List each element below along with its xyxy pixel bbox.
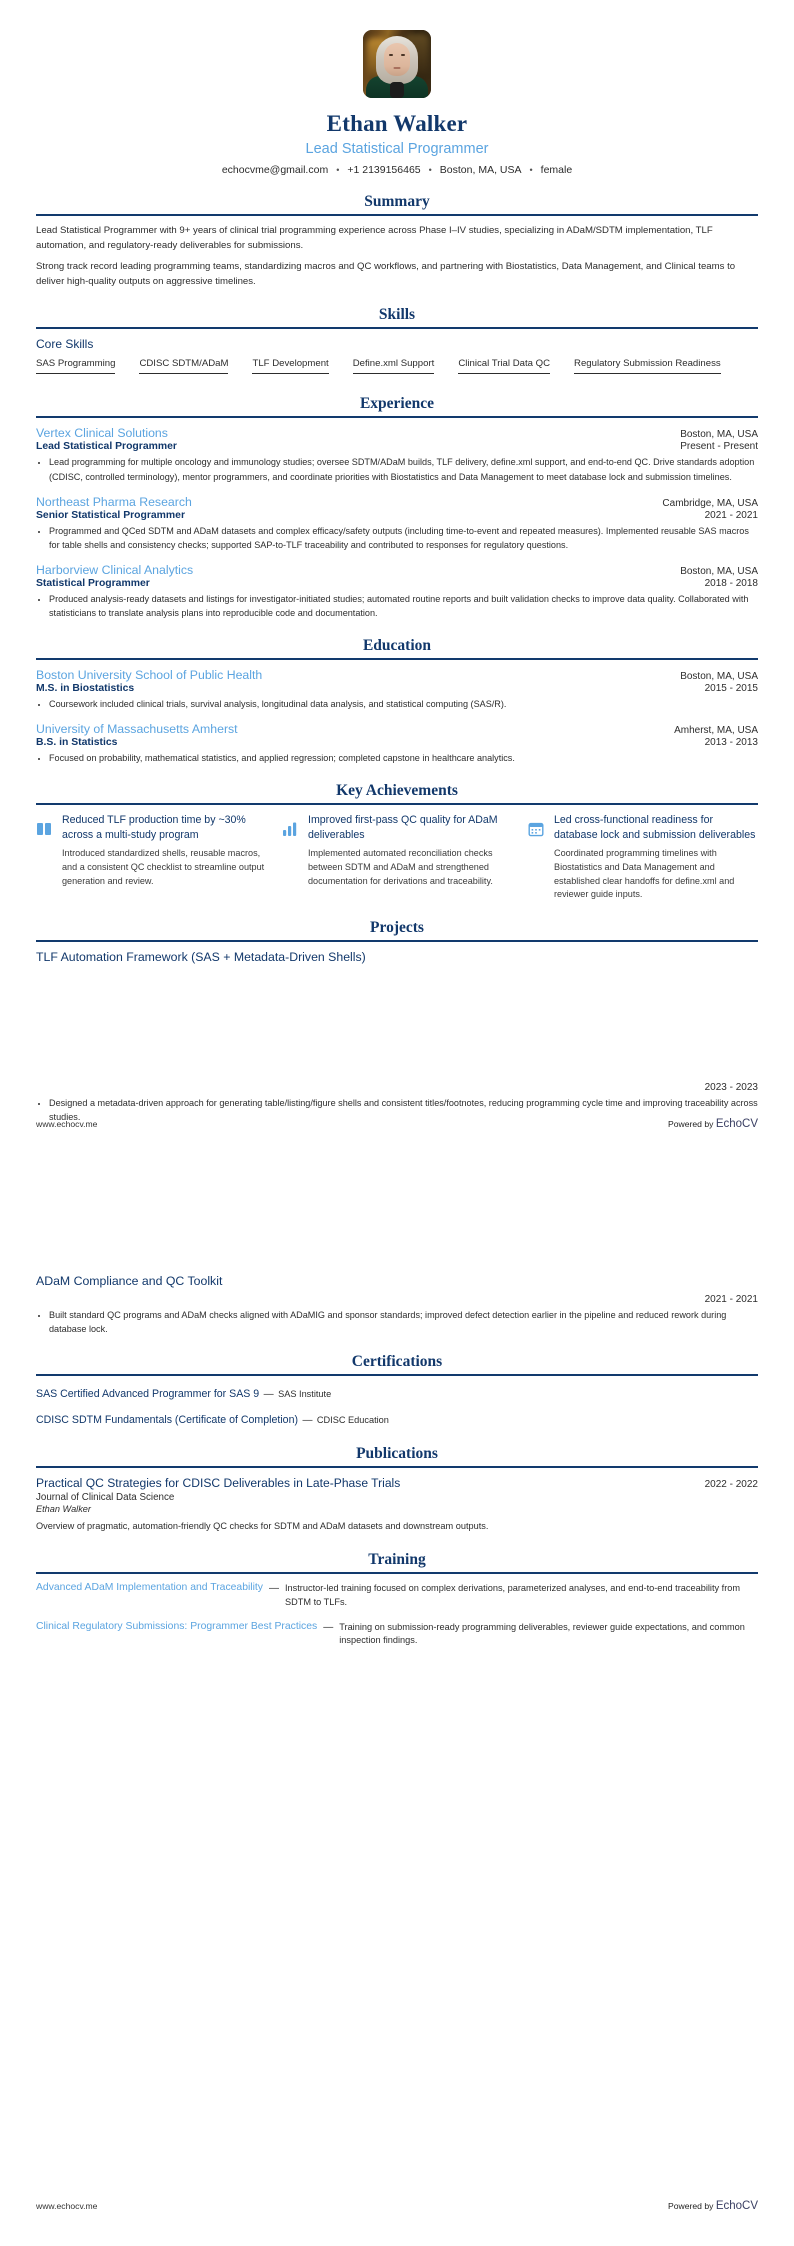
section-divider	[36, 214, 758, 216]
avatar	[363, 30, 431, 98]
avatar-eye-right	[401, 54, 405, 56]
education-degree: M.S. in Biostatistics	[36, 683, 135, 694]
project-bullets	[36, 1308, 758, 1336]
page-footer	[0, 1118, 794, 1130]
education-bullets	[36, 697, 758, 711]
skill-item: Define.xml Support	[353, 358, 435, 374]
education-degree: B.S. in Statistics	[36, 737, 118, 749]
section-title-summary: Summary	[364, 193, 430, 210]
dot-separator-icon: •	[428, 165, 432, 175]
experience-location: Boston, MA, USA	[680, 429, 758, 441]
training-dash: —	[269, 1582, 279, 1594]
achievement-description: Coordinated programming timelines with Biostatistics and Data Management and established clear handoffs for define.xml and reviewer guide inputs.	[554, 848, 735, 900]
publication-entry	[36, 1476, 758, 1534]
experience-organization: Vertex Clinical Solutions	[36, 426, 168, 441]
section-training	[36, 1551, 758, 1648]
experience-date: Present - Present	[680, 441, 758, 453]
skills-group-title: Core Skills	[36, 337, 94, 352]
publication-description: Overview of pragmatic, automation-friendly QC checks for SDTM and ADaM datasets and downstream outputs.	[36, 1521, 489, 1532]
experience-role: Lead Statistical Programmer	[36, 441, 177, 453]
section-skills	[36, 306, 758, 378]
certification-name: SAS Certified Advanced Programmer for SAS 9	[36, 1388, 260, 1401]
project-name: TLF Automation Framework (SAS + Metadata-Driven Shells)	[36, 949, 366, 964]
skill-item: Clinical Trial Data QC	[458, 358, 550, 374]
experience-organization: Harborview Clinical Analytics	[36, 562, 194, 577]
calendar-icon	[528, 813, 546, 902]
contact-location: Boston, MA, USA	[439, 164, 522, 176]
project-entry	[36, 950, 758, 1124]
experience-bullets	[36, 455, 758, 483]
section-divider	[36, 658, 758, 660]
education-bullets	[36, 751, 758, 765]
contact-gender: female	[540, 164, 573, 176]
training-dash: —	[323, 1621, 334, 1633]
section-certifications	[36, 1353, 758, 1428]
footer-brand-name: EchoCV	[715, 1118, 758, 1130]
bullet-item: • Built standard QC programs and ADaM checks aligned with ADaMIG and sponsor standards; improved defect detection earlier in the pipeline and reduced rework during database lock.	[49, 1308, 758, 1336]
education-entry	[36, 722, 758, 765]
achievement-title: Led cross-functional readiness for database lock and submission deliverables	[554, 814, 756, 842]
experience-date: 2021 - 2021	[704, 509, 758, 521]
section-divider	[36, 1466, 758, 1468]
section-title-projects: Projects	[370, 918, 424, 936]
training-description: Instructor-led training focused on complex derivations, parameterized analyses, and end-to-end traceability from SDTM to TLFs.	[285, 1582, 741, 1607]
footer-site-url[interactable]: www.echocv.me	[36, 1119, 98, 1129]
contact-phone[interactable]: +1 2139156465	[347, 164, 421, 176]
experience-role: Statistical Programmer	[36, 577, 150, 589]
dot-separator-icon: •	[529, 165, 533, 175]
training-description: Training on submission-ready programming deliverables, reviewer guide expectations, and common inspection findings.	[339, 1621, 745, 1646]
summary-paragraph: Lead Statistical Programmer with 9+ years of clinical trial programming experience across Phase I–IV studies, specializing in ADaM/SDTM implementation, TLF automation, and regulatory-ready deliverables for submissions.	[36, 225, 713, 251]
certification-entry	[36, 1410, 758, 1428]
education-location: Boston, MA, USA	[680, 671, 758, 682]
publication-date: 2022 - 2022	[704, 1479, 758, 1491]
experience-entry	[36, 426, 758, 483]
avatar-eye-left	[389, 54, 393, 56]
certification-dash: —	[263, 1389, 274, 1401]
footer-site-url[interactable]: www.echocv.me	[36, 2201, 98, 2211]
education-institution: University of Massachusetts Amherst	[36, 722, 238, 737]
experience-role: Senior Statistical Programmer	[36, 509, 185, 521]
page-title: Ethan Walker	[326, 111, 468, 136]
job-title: Lead Statistical Programmer	[305, 141, 489, 157]
book-icon	[36, 813, 54, 902]
publication-journal: Journal of Clinical Data Science	[36, 1492, 175, 1504]
dot-separator-icon: •	[336, 165, 340, 175]
training-name: Clinical Regulatory Submissions: Programmer Best Practices	[36, 1620, 318, 1632]
publication-title: Practical QC Strategies for CDISC Deliverables in Late-Phase Trials	[36, 1476, 401, 1491]
education-location: Amherst, MA, USA	[674, 725, 758, 737]
contact-email[interactable]: echocvme@gmail.com	[221, 164, 329, 176]
certification-issuer: SAS Institute	[278, 1389, 332, 1400]
achievement-card	[528, 813, 758, 902]
experience-bullets	[36, 592, 758, 620]
section-divider	[36, 416, 758, 418]
summary-paragraph: Strong track record leading programming teams, standardizing macros and QC workflows, and partnering with Biostatistics, Data Management, and Clinical teams to deliver high-quality outputs on aggressive timelines.	[36, 260, 736, 287]
footer-brand-name: EchoCV	[715, 2200, 758, 2212]
key-achievements-grid	[36, 813, 758, 902]
achievement-card	[36, 813, 266, 902]
experience-location: Cambridge, MA, USA	[662, 497, 758, 509]
skill-item: SAS Programming	[36, 358, 115, 374]
section-title-certifications: Certifications	[351, 1353, 443, 1371]
experience-entry	[36, 495, 758, 552]
section-education	[36, 637, 758, 765]
project-name: ADaM Compliance and QC Toolkit	[36, 1274, 223, 1288]
project-date: 2023 - 2023	[704, 1081, 758, 1093]
certification-issuer: CDISC Education	[316, 1415, 389, 1426]
bullet-item: • Focused on probability, mathematical statistics, and applied regression; completed capstone in healthcare analytics.	[49, 751, 758, 765]
skill-item: Regulatory Submission Readiness	[574, 358, 721, 374]
section-title-education: Education	[362, 637, 432, 654]
section-title-training: Training	[368, 1550, 426, 1568]
resume-header	[0, 0, 794, 176]
experience-date: 2018 - 2018	[704, 577, 758, 589]
bullet-item: • Programmed and QCed SDTM and ADaM datasets and complex efficacy/safety outputs (including time-to-event and repeated measures). Implemented reusable SAS macros for table shells and consistency checks; supported SAP-to-TLF traceability and contributed to responses for regulatory questions.	[49, 524, 758, 552]
education-date: 2015 - 2015	[704, 683, 758, 694]
section-divider	[36, 940, 758, 942]
achievement-title: Reduced TLF production time by ~30% across a multi-study program	[62, 814, 246, 842]
skill-item: TLF Development	[252, 358, 328, 374]
certification-name: CDISC SDTM Fundamentals (Certificate of Completion)	[36, 1414, 298, 1427]
project-date: 2021 - 2021	[704, 1294, 758, 1305]
education-date: 2013 - 2013	[704, 737, 758, 749]
project-entry	[36, 1274, 758, 1336]
certification-entry	[36, 1384, 758, 1402]
section-divider	[36, 1374, 758, 1376]
avatar-mouth	[394, 67, 401, 69]
avatar-face	[384, 43, 410, 76]
achievement-description: Introduced standardized shells, reusable macros, and a consistent QC checklist to streamline output generation and review.	[62, 848, 265, 886]
bullet-item: • Produced analysis-ready datasets and listings for investigator-initiated studies; automated routine reports and built validation checks to improve data quality. Collaborated with statisticians to translate analysis plans into reproducible code and documentation.	[49, 592, 758, 620]
training-name: Advanced ADaM Implementation and Traceability	[36, 1581, 263, 1593]
achievement-card	[282, 813, 512, 902]
skill-item: CDISC SDTM/ADaM	[139, 358, 228, 374]
avatar-collar	[390, 82, 404, 98]
experience-organization: Northeast Pharma Research	[36, 494, 192, 509]
footer-powered-prefix: Powered by	[668, 2201, 714, 2211]
bullet-item: • Coursework included clinical trials, survival analysis, longitudinal data analysis, and statistical computing (SAS/R).	[49, 697, 758, 711]
section-publications	[36, 1445, 758, 1534]
section-title-experience: Experience	[359, 395, 435, 413]
footer-powered-by	[668, 2200, 758, 2212]
experience-bullets	[36, 524, 758, 552]
publication-author: Ethan Walker	[36, 1504, 91, 1515]
footer-powered-prefix: Powered by	[668, 1119, 714, 1129]
section-title-key-achievements: Key Achievements	[336, 782, 458, 800]
avatar-wrap	[36, 30, 758, 98]
section-divider	[36, 1572, 758, 1574]
training-entry	[36, 1621, 758, 1649]
bar-chart-icon	[282, 813, 300, 902]
achievement-title: Improved first-pass QC quality for ADaM deliverables	[308, 814, 498, 842]
education-institution: Boston University School of Public Health	[36, 668, 263, 682]
bullet-item: • Designed a metadata-driven approach for generating table/listing/figure shells and consistent titles/footnotes, reducing programming cycle time and improving traceability across studies.	[49, 1096, 758, 1124]
section-summary	[36, 193, 758, 289]
certification-dash: —	[302, 1415, 313, 1427]
section-experience	[36, 395, 758, 620]
section-divider	[36, 327, 758, 329]
footer-powered-by	[668, 1118, 758, 1130]
section-key-achievements	[36, 782, 758, 902]
achievement-description: Implemented automated reconciliation checks between SDTM and ADaM and strengthened documentation for derivations and traceability.	[308, 848, 493, 886]
education-entry	[36, 668, 758, 711]
skills-list	[36, 358, 758, 378]
section-title-publications: Publications	[356, 1445, 438, 1463]
section-divider	[36, 803, 758, 805]
training-entry	[36, 1582, 758, 1610]
page-footer	[0, 2200, 794, 2212]
contact-line	[36, 164, 758, 176]
section-title-skills: Skills	[378, 306, 416, 324]
bullet-item: • Lead programming for multiple oncology and immunology studies; oversee SDTM/ADaM builds, TLF delivery, define.xml support, and end-to-end QC. Drive standards adoption (CDISC, controlled terminology), mentor programmers, and coordinate priorities with Biostatistics and Data Management to meet database lock and submission timelines.	[49, 455, 758, 483]
experience-entry	[36, 563, 758, 620]
experience-location: Boston, MA, USA	[680, 565, 758, 577]
